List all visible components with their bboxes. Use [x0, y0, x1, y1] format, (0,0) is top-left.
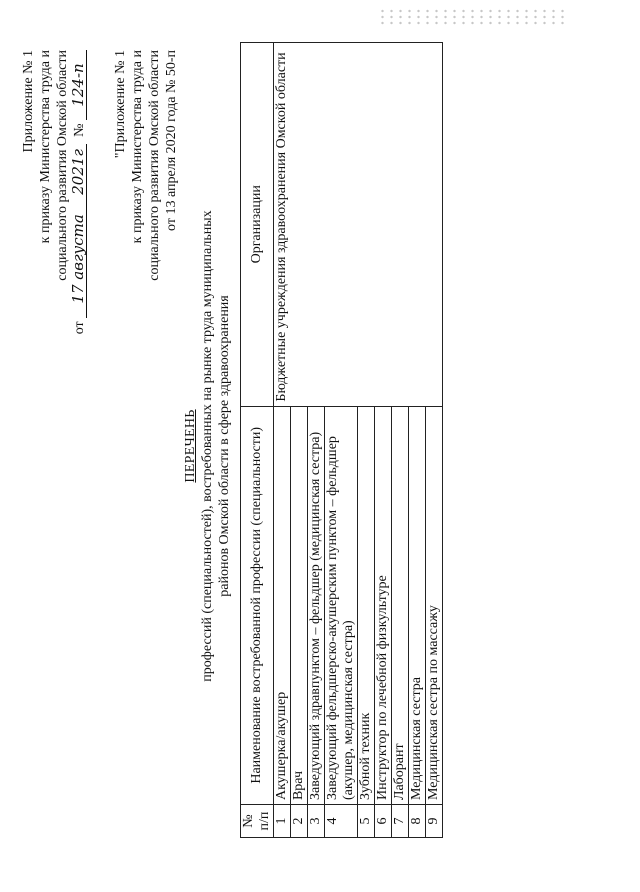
row-profession: Врач: [291, 406, 308, 804]
row-number: 4: [325, 805, 358, 838]
row-profession: Акушерка/акушер: [274, 406, 291, 804]
row-profession: Заведующий здравпунктом – фельдшер (медицинская сестра): [308, 406, 325, 804]
appendix-title: Приложение № 1: [21, 50, 36, 153]
previous-order-line-2: социального развития Омской области: [147, 50, 162, 281]
appendix-order-date-line: [71, 50, 88, 334]
appendix-order-line-2: социального развития Омской области: [55, 50, 70, 281]
row-number: 9: [426, 805, 443, 838]
header-number: № п/п: [241, 805, 274, 838]
previous-appendix-title: "Приложение № 1: [113, 50, 128, 159]
row-number: 2: [291, 805, 308, 838]
row-number: 7: [392, 805, 409, 838]
row-number: 3: [308, 805, 325, 838]
handwritten-year: 2021г: [71, 144, 87, 200]
row-profession: Медицинская сестра: [409, 406, 426, 804]
row-number: 1: [274, 805, 291, 838]
row-profession: Инструктор по лечебной физкультуре: [375, 406, 392, 804]
row-number: 6: [375, 805, 392, 838]
row-profession: Заведующий фельдшерско-акушерским пунктом – фельдшер (акушер, медицинская сестра): [325, 406, 358, 804]
appendix-stamp-previous: [112, 50, 180, 281]
document-subtitle-line-1: профессий (специальностей), востребованных на рынке труда муниципальных: [200, 210, 215, 682]
document-title-block: [182, 0, 233, 892]
document-heading: ПЕРЕЧЕНЬ: [183, 409, 198, 483]
header-organization: Организации: [241, 43, 274, 407]
organization-cell: Бюджетные учреждения здравоохранения Омской области: [274, 43, 443, 407]
previous-order-line-3: от 13 апреля 2020 года № 50-п: [164, 50, 179, 231]
scan-noise: [378, 8, 568, 26]
header-profession: Наименование востребованной профессии (специальности): [241, 406, 274, 804]
document-subtitle-line-2: районов Омской области в сфере здравоохранения: [217, 295, 232, 597]
row-profession: Медицинская сестра по массажу: [426, 406, 443, 804]
row-profession: Лаборант: [392, 406, 409, 804]
previous-order-line-1: к приказу Министерства труда и: [130, 50, 145, 244]
row-number: 5: [358, 805, 375, 838]
row-number: 8: [409, 805, 426, 838]
row-profession: Зубной техник: [358, 406, 375, 804]
table-header-row: [241, 43, 274, 838]
number-sign: №: [72, 123, 87, 137]
handwritten-order-number: 124-п: [71, 50, 87, 120]
handwritten-date: 17 августа: [71, 200, 87, 318]
professions-table: [240, 42, 443, 838]
table-row: [274, 43, 291, 838]
date-prefix: от: [72, 321, 87, 335]
appendix-stamp-current: [20, 50, 88, 334]
appendix-order-line-1: к приказу Министерства труда и: [38, 50, 53, 244]
